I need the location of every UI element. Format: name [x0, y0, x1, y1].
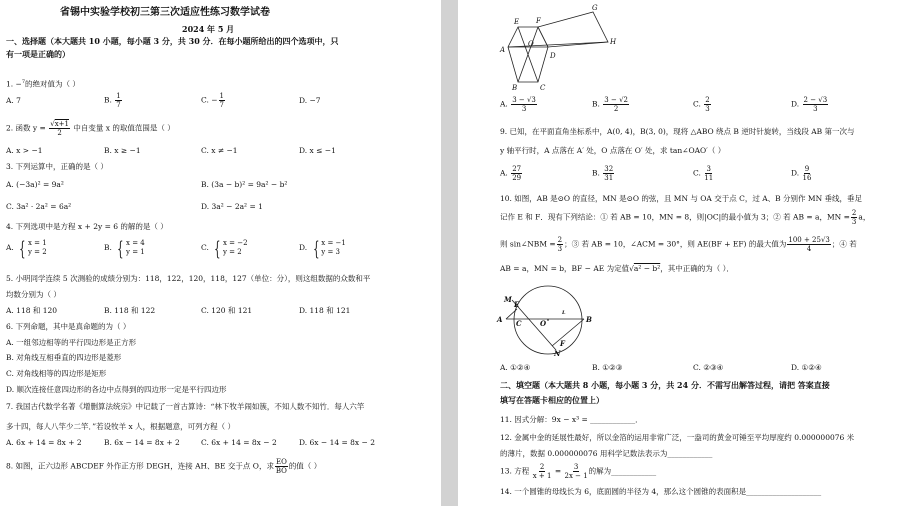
hexagon-square-figure [488, 2, 628, 92]
q8-option-b[interactable]: B. $\frac{3 - √2}{2}$ [592, 96, 628, 113]
label-f: F [536, 17, 541, 25]
q5-option-d[interactable]: D. 118 和 121 [299, 306, 351, 315]
label-c2: C [516, 319, 522, 328]
q2-option-d[interactable]: D. x ≤ −1 [299, 146, 336, 155]
question-12-cont: 的薄片，数据 0.000000076 用科学记数法表示为____________ [500, 449, 713, 458]
label-b2: B [586, 315, 592, 324]
q8-option-c[interactable]: C. $\frac{2}{3}$ [693, 96, 710, 113]
q8-option-a[interactable]: A. $\frac{3 - √3}{3}$ [500, 96, 536, 113]
q7-option-c[interactable]: C. 6x + 14 = 8x − 2 [201, 438, 277, 447]
label-d: D [550, 52, 556, 60]
question-9: 9. 已知，在平面直角坐标系中，A(0, 4)，B(3, 0)，现将 △ABO 绕点 B 逆时针旋转，当线段 AB 第一次与 [500, 127, 855, 136]
q6-option-b[interactable]: B. 对角线互相垂直的四边形是菱形 [6, 353, 122, 362]
section2-header: 二、填空题（本大题共 8 小题，每小题 3 分，共 24 分．不需写出解答过程，请把 答案直接 [500, 380, 830, 390]
question-13: 13. 方程 $\frac{2}{x + 1}$ = $\frac{3}{2x - 1}$ 的解为____________ [500, 463, 657, 480]
question-12: 12. 金属中金的延展性最好，所以金箔的运用非常广泛，一盎司的黄金可锤至平均厚度约 0.000000076 米 [500, 433, 855, 442]
q4-option-d[interactable]: D. { x = −1 y = 3 [299, 236, 346, 260]
question-4: 4. 下列选项中是方程 x + 2y = 6 的解的是（ ） [6, 222, 168, 231]
label-o: O [528, 40, 534, 48]
q10-option-c[interactable]: C. ②③④ [693, 363, 724, 372]
q9-option-c[interactable]: C. $\frac{3}{11}$ [693, 165, 714, 182]
question-10-line4: AB = a，MN = b，BF − AE 为定值√a² − b²，其中正确的为（ ）． [500, 264, 734, 273]
q5-option-c[interactable]: C. 120 和 121 [201, 306, 253, 315]
q4-option-c[interactable]: C. { x = −2 y = 2 [201, 236, 248, 260]
question-10-line2: 记作 E 和 F．现有下列结论：① 若 AB = 10，MN = 8，则|OC|的最小值为 3；② 若 AB = a，MN = $\frac{2}{3}$ a， [500, 209, 871, 226]
q7-option-b[interactable]: B. 6x − 14 = 8x + 2 [104, 438, 180, 447]
q3-option-a[interactable]: A. (−3a)² = 9a² [6, 180, 64, 189]
q8-option-d[interactable]: D. $\frac{2 - √3}{3}$ [791, 96, 828, 113]
q3-option-c[interactable]: C. 3a² · 2a² = 6a² [6, 202, 72, 211]
q10-option-a[interactable]: A. ①②④ [500, 363, 531, 372]
question-5: 5. 小明同学连续 5 次测验的成绩分别为：118，122，120，118，127（单位：分），则这组数据的众数和平 [6, 274, 371, 283]
q9-option-a[interactable]: A. $\frac{27}{29}$ [500, 165, 522, 182]
q1-option-d[interactable]: D. −7 [299, 96, 321, 105]
page-gap [441, 0, 458, 506]
q3-option-b[interactable]: B. (3a − b)² = 9a² − b² [201, 180, 288, 189]
question-3: 3. 下列运算中，正确的是（ ） [6, 162, 108, 171]
question-6: 6. 下列命题，其中是真命题的为（ ） [6, 322, 131, 331]
square-shape [538, 12, 608, 47]
q5-option-a[interactable]: A. 118 和 120 [6, 306, 58, 315]
right-page [458, 0, 900, 506]
q2-option-c[interactable]: C. x ≠ −1 [201, 146, 238, 155]
perp-ae [506, 309, 517, 319]
label-a2: A [497, 315, 503, 324]
q1-option-a[interactable]: A. 7 [6, 96, 21, 105]
q9-option-d[interactable]: D. $\frac{9}{16}$ [791, 165, 812, 182]
label-c: C [540, 84, 546, 92]
section2-header-cont: 填写在答题卡相应的位置上） [500, 395, 604, 405]
q10-option-d[interactable]: D. ①②④ [791, 363, 822, 372]
q6-option-a[interactable]: A. 一组邻边相等的平行四边形是正方形 [6, 338, 137, 347]
question-10-line3: 则 sin∠NBM = $\frac{2}{3}$ ；③ 若 AB = 10，∠ACM = 30°，则 AE(BF + EF) 的最大值为 $\frac{100 + 25√3}{4}$ ；④ 若 [500, 236, 857, 253]
label-e: E [514, 18, 520, 26]
section1-header: 一、选择题（本大题共 10 小题，每小题 3 分，共 30 分．在每小题所给出的四个选项中，只 [6, 36, 339, 46]
q3-option-d[interactable]: D. 3a² − 2a² = 1 [201, 202, 263, 211]
q7-option-a[interactable]: A. 6x + 14 = 8x + 2 [6, 438, 82, 447]
label-b: B [512, 84, 518, 92]
question-2: 2. 函数 y = $\frac{√x+1}{2}$ 中自变量 x 的取值范围是（ ） [6, 120, 175, 137]
question-10: 10. 如图，AB 是⊙O 的直径，MN 是⊙O 的弦，且 MN 与 OA 交于点 C，过 A、B 分别作 MN 垂线，垂足 [500, 194, 863, 203]
q1-option-c[interactable]: C. − $\frac{1}{7}$ [201, 92, 224, 109]
question-8: 8. 如图，正六边形 ABCDEF 外作正方形 DEGH，连接 AH、BE 交于点 O，求 $\frac{EO}{BO}$ 的值（ ） [6, 458, 322, 475]
label-h: H [610, 38, 617, 46]
exam-date: 2024 年 5 月 [182, 24, 235, 34]
question-5-cont: 均数分别为（ ） [6, 290, 61, 299]
label-e2: E [514, 300, 520, 309]
label-l: L [562, 310, 566, 316]
label-n: N [554, 349, 561, 356]
q4-option-a[interactable]: A. { x = 1 y = 2 [6, 236, 47, 260]
circle-figure [496, 284, 606, 356]
question-7-cont: 多十四，每人八竿少二竿．”若设牧羊 x 人，根据题意，可列方程（ ） [6, 422, 235, 431]
question-1: 1. −$^7$的绝对值为（ ） [6, 79, 80, 89]
q6-option-c[interactable]: C. 对角线相等的四边形是矩形 [6, 369, 107, 378]
question-9-cont: y 轴平行时，A 点落在 A′ 处，O 点落在 O′ 处，求 tan∠OAO′（ ） [500, 146, 726, 155]
exam-title: 省锡中实验学校初三第三次适应性练习数学试卷 [60, 7, 270, 18]
left-page [0, 0, 441, 506]
question-14: 14. 一个圆锥的母线长为 6，底面圆的半径为 4，那么这个圆锥的表面积是____________________ [500, 487, 822, 496]
q2-option-b[interactable]: B. x ≥ −1 [104, 146, 141, 155]
q4-option-b[interactable]: B. { x = 4 y = 1 [104, 236, 145, 260]
question-11: 11. 因式分解：9x − x³ = ____________． [500, 415, 643, 424]
q9-option-b[interactable]: B. $\frac{32}{31}$ [592, 165, 614, 182]
q10-option-b[interactable]: B. ①②③ [592, 363, 623, 372]
label-f2: F [560, 339, 565, 348]
label-o2: O [540, 319, 547, 328]
q1-option-b[interactable]: B. $\frac{1}{7}$ [104, 92, 121, 109]
q6-option-d[interactable]: D. 顺次连接任意四边形的各边中点得到的四边形一定是平行四边形 [6, 385, 227, 394]
label-a: A [500, 46, 506, 54]
q5-option-b[interactable]: B. 118 和 122 [104, 306, 156, 315]
label-g: G [592, 4, 598, 12]
q7-option-d[interactable]: D. 6x − 14 = 8x − 2 [299, 438, 375, 447]
q2-option-a[interactable]: A. x > −1 [6, 146, 43, 155]
section1-header-cont: 有一项是正确的） [6, 49, 70, 59]
question-7: 7. 我国古代数学名著《增删算法统宗》中记载了一首古算诗：“林下牧羊闹如簇，不知人数不知竹．每人六竿 [6, 402, 365, 411]
label-m: M [504, 295, 512, 304]
